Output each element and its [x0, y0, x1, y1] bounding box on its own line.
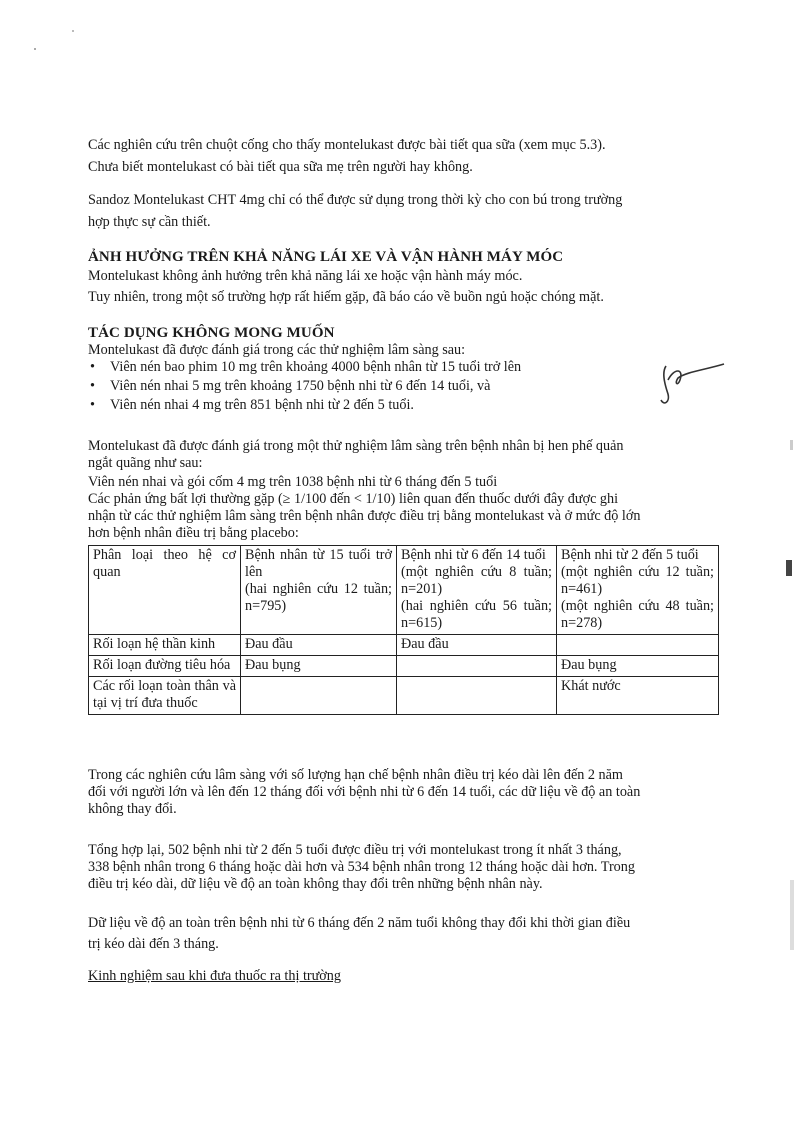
asthma-trial-paragraph: [88, 438, 720, 542]
table-cell: [397, 656, 557, 677]
long-term-paragraph: [88, 767, 720, 818]
cell-text: Bệnh nhi từ 2 đến 5 tuổi: [561, 547, 699, 563]
text-line: Chưa biết montelukast có bài tiết qua sữa mẹ trên người hay không.: [88, 159, 473, 175]
cell-text: (một nghiên cứu 48 tuần; n=278): [561, 598, 714, 631]
lactation-paragraph-2: [88, 192, 720, 231]
text-line: ngắt quãng như sau:: [88, 455, 203, 471]
table-cell: Đau đầu: [241, 635, 397, 656]
cell-text: Bệnh nhi từ 6 đến 14 tuổi: [401, 547, 546, 563]
text-line: Trong các nghiên cứu lâm sàng với số lượng hạn chế bệnh nhân điều trị kéo dài lên đến 2 năm: [88, 767, 623, 783]
scan-edge-mark: [790, 440, 793, 450]
driving-section: [88, 249, 720, 306]
subsection-heading: Kinh nghiệm sau khi đưa thuốc ra thị trường: [88, 968, 341, 984]
table-cell: Đau đầu: [397, 635, 557, 656]
list-item: • Viên nén nhai 4 mg trên 851 bệnh nhi từ 2 đến 5 tuổi.: [88, 397, 720, 414]
text-line: Dữ liệu về độ an toàn trên bệnh nhi từ 6 tháng đến 2 năm tuổi không thay đổi khi thời gian điều: [88, 915, 631, 931]
text-line: Tuy nhiên, trong một số trường hợp rất hiếm gặp, đã báo cáo về buồn ngủ hoặc chóng mặt.: [88, 289, 604, 305]
text-line: Montelukast đã được đánh giá trong một thử nghiệm lâm sàng trên bệnh nhân bị hen phế quản: [88, 438, 624, 454]
table-row: [89, 677, 719, 715]
table-cell: Đau bụng: [557, 656, 719, 677]
adverse-reactions-table: [88, 545, 719, 715]
table-cell: [397, 546, 557, 635]
text-line: điều trị kéo dài, dữ liệu về độ an toàn không thay đổi trên những bệnh nhân này.: [88, 876, 543, 892]
cell-text: (một nghiên cứu 8 tuần; n=201): [401, 564, 552, 597]
scan-edge-mark: [790, 880, 794, 950]
list-item: • Viên nén nhai 5 mg trên khoảng 1750 bệnh nhi từ 6 đến 14 tuổi, và: [88, 378, 720, 395]
table-cell: [557, 635, 719, 656]
text-line: hơn bệnh nhân điều trị bằng placebo:: [88, 525, 299, 541]
table-cell: [397, 677, 557, 715]
text-line: hợp thực sự cần thiết.: [88, 214, 211, 230]
table-cell: Rối loạn hệ thần kinh: [89, 635, 241, 656]
postmarketing-section: [88, 968, 720, 985]
text-line: Viên nén nhai và gói cốm 4 mg trên 1038 bệnh nhi từ 6 tháng đến 5 tuổi: [88, 474, 498, 490]
table-cell: Rối loạn đường tiêu hóa: [89, 656, 241, 677]
text-line: nhận từ các thử nghiệm lâm sàng trên bệnh nhân được điều trị bằng montelukast và ở mức độ lớn: [88, 508, 641, 524]
trial-list: [88, 359, 720, 414]
adverse-effects-section: [88, 325, 720, 414]
cell-text: (hai nghiên cứu 12 tuần; n=795): [245, 581, 392, 614]
cell-text: (một nghiên cứu 12 tuần; n=461): [561, 564, 714, 597]
infant-safety-paragraph: [88, 915, 720, 953]
text-line: Montelukast không ảnh hưởng trên khả năng lái xe hoặc vận hành máy móc.: [88, 268, 523, 284]
text-line: Các phản ứng bất lợi thường gặp (≥ 1/100 đến < 1/10) liên quan đến thuốc dưới đây được ghi: [88, 491, 619, 507]
text-line: đối với người lớn và lên đến 12 tháng đối với bệnh nhi từ 6 đến 14 tuổi, các dữ liệu về độ an toàn: [88, 784, 641, 800]
pooled-data-paragraph: [88, 842, 720, 893]
scan-edge-mark: [786, 560, 792, 576]
table-cell: [557, 546, 719, 635]
text-line: 338 bệnh nhân trong 6 tháng hoặc dài hơn và 534 bệnh nhân trong 12 tháng hoặc dài hơn. Trong: [88, 859, 635, 875]
section-heading: TÁC DỤNG KHÔNG MONG MUỐN: [88, 325, 335, 341]
table-cell: [241, 546, 397, 635]
list-item: • Viên nén bao phim 10 mg trên khoảng 4000 bệnh nhân từ 15 tuổi trở lên: [88, 359, 720, 376]
table-cell: Các rối loạn toàn thân và tại vị trí đưa thuốc: [89, 677, 241, 715]
scan-speck: [34, 48, 36, 50]
text-line: Các nghiên cứu trên chuột cống cho thấy montelukast được bài tiết qua sữa (xem mục 5.3).: [88, 137, 606, 153]
section-heading: ẢNH HƯỞNG TRÊN KHẢ NĂNG LÁI XE VÀ VẬN HÀNH MÁY MÓC: [88, 249, 564, 265]
table-cell: [241, 677, 397, 715]
text-line: không thay đổi.: [88, 801, 177, 817]
text-line: Tổng hợp lại, 502 bệnh nhi từ 2 đến 5 tuổi được điều trị với montelukast trong ít nhất 3 tháng,: [88, 842, 622, 858]
scan-speck: [72, 30, 74, 32]
text-line: Sandoz Montelukast CHT 4mg chỉ có thể được sử dụng trong thời kỳ cho con bú trong trường: [88, 192, 623, 208]
lactation-paragraph-1: [88, 137, 720, 176]
table-cell: Đau bụng: [241, 656, 397, 677]
table-cell: Khát nước: [557, 677, 719, 715]
cell-text: (hai nghiên cứu 56 tuần; n=615): [401, 598, 552, 631]
text-line: trị kéo dài đến 3 tháng.: [88, 936, 219, 952]
cell-text: Bệnh nhân từ 15 tuổi trở lên: [245, 547, 392, 580]
table-row: [89, 656, 719, 677]
table-row: [89, 635, 719, 656]
text-line: Montelukast đã được đánh giá trong các thử nghiệm lâm sàng sau:: [88, 342, 466, 358]
table-cell: [89, 546, 241, 635]
table-header-row: [89, 546, 719, 635]
cell-text: Phân loại theo hệ cơ quan: [93, 547, 236, 580]
